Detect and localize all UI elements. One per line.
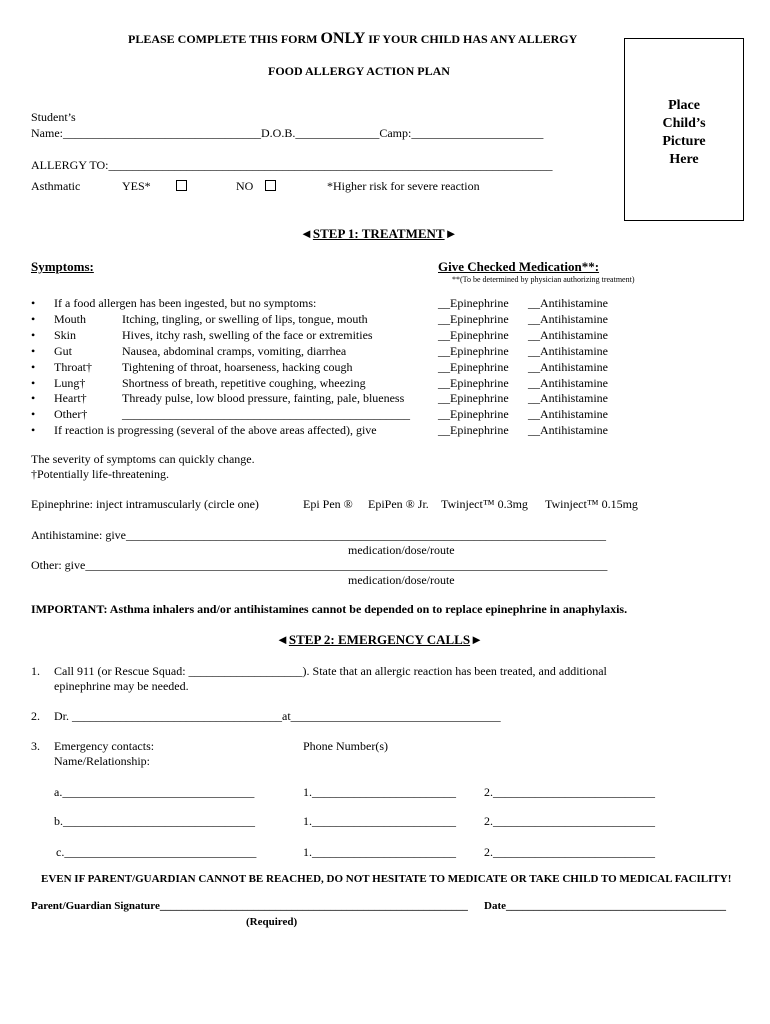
form-title: FOOD ALLERGY ACTION PLAN <box>268 64 450 78</box>
rescue-squad-field[interactable]: Call 911 (or Rescue Squad: ___________________). State that an allergic reaction has been treated, and additional <box>54 664 607 678</box>
epinephrine-option[interactable]: __Epinephrine <box>438 423 509 437</box>
instruction-part: IF YOUR CHILD HAS ANY ALLERGY <box>365 32 578 46</box>
antihistamine-option[interactable]: __Antihistamine <box>528 328 608 342</box>
antihistamine-option[interactable]: __Antihistamine <box>528 423 608 437</box>
phone-numbers-label: Phone Number(s) <box>303 739 388 753</box>
bullet-icon: • <box>31 344 36 358</box>
rescue-instruction: epinephrine may be needed. <box>54 679 189 693</box>
step1-heading <box>300 226 457 242</box>
symptom-area: Throat† <box>54 360 92 374</box>
child-picture-box[interactable] <box>624 38 744 221</box>
epinephrine-option[interactable]: __Epinephrine <box>438 344 509 358</box>
contact-name-field[interactable]: b.________________________________ <box>54 814 255 828</box>
bullet-icon: • <box>31 423 36 437</box>
contact-name-field[interactable]: a.________________________________ <box>54 785 255 799</box>
symptom-area: Gut <box>54 344 72 358</box>
severity-note: The severity of symptoms can quickly change. <box>31 452 255 466</box>
no-checkbox[interactable] <box>265 180 276 191</box>
symptom-description: Itching, tingling, or swelling of lips, tongue, mouth <box>122 312 368 326</box>
epinephrine-option[interactable]: __Epinephrine <box>438 376 509 390</box>
symptom-description: Hives, itchy rash, swelling of the face or extremities <box>122 328 373 342</box>
date-field[interactable]: Date________________________________________ <box>484 900 726 912</box>
bullet-icon: • <box>31 391 36 405</box>
contact-phone-1-field[interactable]: 1.________________________ <box>303 785 456 799</box>
antihistamine-option[interactable]: __Antihistamine <box>528 344 608 358</box>
epinephrine-option[interactable]: __Epinephrine <box>438 391 509 405</box>
no-label: NO <box>236 179 254 193</box>
symptom-description: Nausea, abdominal cramps, vomiting, diarrhea <box>122 344 347 358</box>
contact-phone-2-field[interactable]: 2.___________________________ <box>484 814 655 828</box>
important-notice: IMPORTANT: Asthma inhalers and/or antihistamines cannot be depended on to replace epinephrine in anaphylaxis. <box>31 602 628 616</box>
picture-placeholder-label: Place Child’s Picture Here <box>662 98 706 167</box>
right-triangle-icon: ► <box>444 226 458 241</box>
antihistamine-option[interactable]: __Antihistamine <box>528 360 608 374</box>
epipen-jr-option[interactable]: EpiPen ® Jr. <box>368 497 429 511</box>
antihistamine-option[interactable]: __Antihistamine <box>528 312 608 326</box>
antihistamine-option[interactable]: __Antihistamine <box>528 407 608 421</box>
epinephrine-option[interactable]: __Epinephrine <box>438 312 509 326</box>
step2-heading <box>276 632 483 648</box>
epinephrine-option[interactable]: __Epinephrine <box>438 407 509 421</box>
left-triangle-icon: ◄ <box>276 632 289 647</box>
yes-label: YES* <box>122 179 151 193</box>
life-threatening-note: †Potentially life-threatening. <box>31 467 169 481</box>
emergency-contacts-label: Emergency contacts: <box>54 739 155 753</box>
bullet-icon: • <box>31 376 36 390</box>
higher-risk-note: *Higher risk for severe reaction <box>327 179 480 193</box>
item-number: 2. <box>31 709 40 723</box>
bullet-icon: • <box>31 328 36 342</box>
bullet-icon: • <box>31 360 36 374</box>
epinephrine-option[interactable]: __Epinephrine <box>438 296 509 310</box>
symptom-area: If reaction is progressing (several of the above areas affected), give <box>54 423 377 437</box>
student-name-dob-camp-field[interactable]: Name:_________________________________D.O.B.______________Camp:______________________ <box>31 126 544 140</box>
symptom-description: Shortness of breath, repetitive coughing, wheezing <box>122 376 366 390</box>
left-triangle-icon: ◄ <box>300 226 313 241</box>
symptom-area: Mouth <box>54 312 87 326</box>
symptom-description: Thready pulse, low blood pressure, fainting, pale, blueness <box>122 391 405 405</box>
epinephrine-instruction: Epinephrine: inject intramuscularly (circle one) <box>31 497 259 511</box>
bullet-icon: • <box>31 296 36 310</box>
symptoms-heading: Symptoms: <box>31 259 94 274</box>
other-caption: medication/dose/route <box>348 573 455 587</box>
yes-checkbox[interactable] <box>176 180 187 191</box>
antihistamine-field[interactable]: Antihistamine: give________________________________________________________________________________ <box>31 528 606 542</box>
antihistamine-option[interactable]: __Antihistamine <box>528 391 608 405</box>
twinject-015-option[interactable]: Twinject™ 0.15mg <box>545 497 638 511</box>
bullet-icon: • <box>31 407 36 421</box>
step2-title: STEP 2: EMERGENCY CALLS <box>288 632 471 647</box>
right-triangle-icon: ► <box>470 632 483 647</box>
parent-signature-field[interactable]: Parent/Guardian Signature________________________________________________________ <box>31 900 468 912</box>
medication-heading: Give Checked Medication**: <box>438 259 600 274</box>
item-number: 3. <box>31 739 40 753</box>
antihistamine-caption: medication/dose/route <box>348 543 455 557</box>
item-number: 1. <box>31 664 40 678</box>
other-symptom-field[interactable]: ________________________________________________ <box>122 407 410 421</box>
symptom-area: If a food allergen has been ingested, but no symptoms: <box>54 296 317 310</box>
required-label: (Required) <box>246 916 298 928</box>
step1-title: STEP 1: TREATMENT <box>312 226 445 241</box>
contact-name-field[interactable]: c.________________________________ <box>56 845 257 859</box>
bullet-icon: • <box>31 312 36 326</box>
antihistamine-option[interactable]: __Antihistamine <box>528 376 608 390</box>
symptom-area: Other† <box>54 407 88 421</box>
medicate-warning: EVEN IF PARENT/GUARDIAN CANNOT BE REACHED, DO NOT HESITATE TO MEDICATE OR TAKE CHILD TO MEDICAL FACILITY! <box>41 873 732 885</box>
contact-phone-2-field[interactable]: 2.___________________________ <box>484 785 655 799</box>
medication-note: **(To be determined by physician authorizing treatment) <box>452 275 635 284</box>
epinephrine-option[interactable]: __Epinephrine <box>438 328 509 342</box>
epipen-option[interactable]: Epi Pen ® <box>303 497 353 511</box>
contact-phone-2-field[interactable]: 2.___________________________ <box>484 845 655 859</box>
symptom-area: Heart† <box>54 391 87 405</box>
epinephrine-option[interactable]: __Epinephrine <box>438 360 509 374</box>
symptom-area: Lung† <box>54 376 86 390</box>
doctor-field[interactable]: Dr. ___________________________________at___________________________________ <box>54 709 501 723</box>
instruction-part: PLEASE COMPLETE THIS FORM <box>128 32 321 46</box>
form-instruction <box>128 30 577 48</box>
antihistamine-option[interactable]: __Antihistamine <box>528 296 608 310</box>
symptom-description: Tightening of throat, hoarseness, hacking cough <box>122 360 353 374</box>
asthmatic-label: Asthmatic <box>31 179 81 193</box>
name-relationship-label: Name/Relationship: <box>54 754 150 768</box>
student-label: Student’s <box>31 110 76 124</box>
allergy-to-field[interactable]: ALLERGY TO:__________________________________________________________________________ <box>31 158 553 172</box>
instruction-only: ONLY <box>320 30 366 47</box>
symptom-area: Skin <box>54 328 77 342</box>
contact-phone-1-field[interactable]: 1.________________________ <box>303 845 456 859</box>
contact-phone-1-field[interactable]: 1.________________________ <box>303 814 456 828</box>
twinject-03-option[interactable]: Twinject™ 0.3mg <box>441 497 528 511</box>
other-medication-field[interactable]: Other: give_______________________________________________________________________________________ <box>31 558 608 572</box>
